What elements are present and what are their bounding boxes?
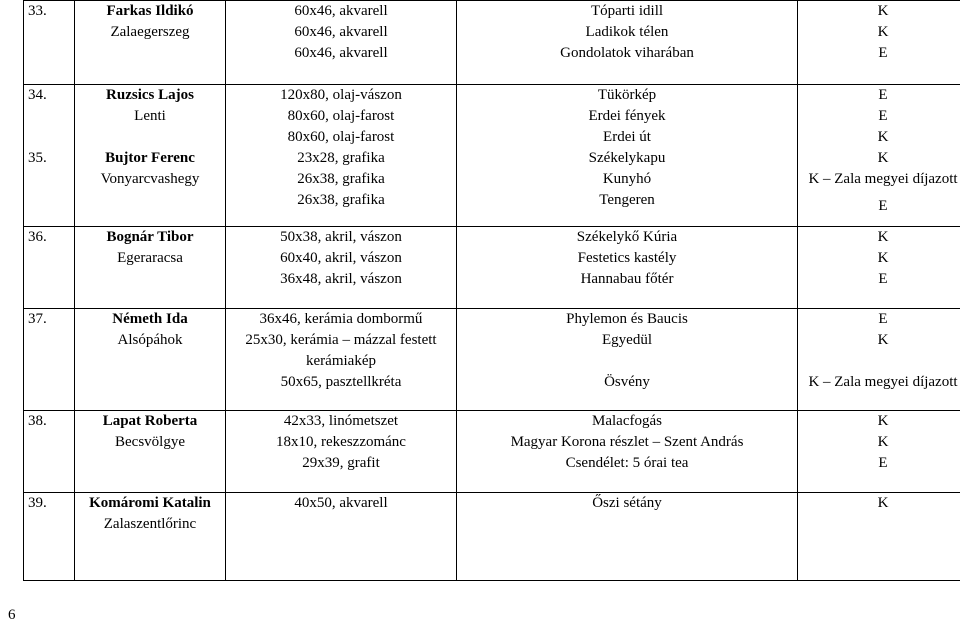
technique-cell — [226, 1, 457, 85]
title-cell — [457, 493, 798, 581]
mark: K — [877, 150, 889, 166]
artist-name: Bognár Tibor — [106, 229, 194, 245]
technique: 29x39, grafit — [302, 455, 380, 471]
artist-town: Lenti — [134, 108, 166, 124]
technique: 80x60, olaj-farost — [287, 108, 395, 124]
entry-number-cell — [24, 1, 75, 85]
mark: E — [878, 45, 888, 61]
artist-name: Lapat Roberta — [102, 413, 198, 429]
artwork-title: Őszi sétány — [592, 495, 662, 511]
artist-town: Alsópáhok — [117, 332, 183, 348]
page-number: 6 — [8, 607, 16, 623]
exhibit-table — [23, 0, 960, 581]
technique: 80x60, olaj-farost — [287, 129, 395, 145]
artwork-title: Tóparti idill — [590, 3, 664, 19]
mark: K — [877, 434, 889, 450]
technique: 42x33, linómetszet — [283, 413, 399, 429]
technique: 18x10, rekeszzománc — [276, 434, 406, 450]
artist-name: Farkas Ildikó — [106, 3, 194, 19]
mark: K — [877, 229, 889, 245]
table-row — [24, 1, 960, 85]
artwork-title: Magyar Korona részlet – Szent András — [510, 434, 744, 450]
entry-number: 33. — [28, 3, 47, 19]
artwork-title: Erdei út — [603, 129, 651, 145]
technique: kerámiakép — [306, 353, 376, 369]
artist-name: Komáromi Katalin — [89, 495, 211, 511]
artist-cell — [75, 85, 226, 227]
artist-cell — [75, 227, 226, 309]
mark: E — [878, 455, 888, 471]
mark: E — [878, 198, 888, 214]
artwork-title: Székelykapu — [588, 150, 666, 166]
technique: 23x28, grafika — [297, 150, 385, 166]
mark: K — [877, 250, 889, 266]
technique-cell — [226, 493, 457, 581]
artwork-title: Ösvény — [604, 374, 650, 390]
mark: K — [877, 495, 889, 511]
mark-cell — [798, 493, 960, 581]
artwork-title: Tükörkép — [597, 87, 657, 103]
technique-cell — [226, 411, 457, 493]
technique: 60x46, akvarell — [294, 24, 388, 40]
table-row — [24, 493, 960, 581]
artwork-title: Egyedül — [602, 332, 652, 348]
artwork-title: Malacfogás — [592, 413, 662, 429]
title-cell — [457, 309, 798, 411]
artist-town: Egeraracsa — [117, 250, 183, 266]
technique: 50x38, akril, vászon — [280, 229, 402, 245]
technique-cell — [226, 227, 457, 309]
artwork-title: Phylemon és Baucis — [566, 311, 688, 327]
artist-town: Vonyarcvashegy — [100, 171, 200, 187]
mark-cell — [798, 309, 960, 411]
artist-town: Becsvölgye — [115, 434, 185, 450]
technique: 60x46, akvarell — [294, 3, 388, 19]
mark: K — [877, 413, 889, 429]
entry-number: 37. — [28, 311, 47, 327]
technique: 40x50, akvarell — [294, 495, 388, 511]
technique-cell — [226, 309, 457, 411]
mark: E — [878, 271, 888, 287]
mark: K — [877, 129, 889, 145]
mark-cell — [798, 411, 960, 493]
technique: 120x80, olaj-vászon — [280, 87, 402, 103]
artist-name: Ruzsics Lajos — [106, 87, 194, 103]
title-cell — [457, 227, 798, 309]
artwork-title: Csendélet: 5 órai tea — [565, 455, 689, 471]
entry-number: 39. — [28, 495, 47, 511]
mark-cell — [798, 1, 960, 85]
artist-town: Zalaszentlőrinc — [103, 516, 197, 532]
table-row — [24, 309, 960, 411]
entry-number: 38. — [28, 413, 47, 429]
table-row — [24, 85, 960, 227]
title-cell — [457, 85, 798, 227]
artwork-title: Hannabau főtér — [580, 271, 674, 287]
artist-cell — [75, 411, 226, 493]
artist-name: Németh Ida — [112, 311, 188, 327]
artist-town: Zalaegerszeg — [110, 24, 190, 40]
entry-number-cell — [24, 493, 75, 581]
artwork-title: Ladikok télen — [585, 24, 669, 40]
mark-award: K – Zala megyei díjazott — [808, 171, 958, 187]
artwork-title: Tengeren — [599, 192, 655, 208]
title-cell — [457, 1, 798, 85]
technique: 60x40, akril, vászon — [280, 250, 402, 266]
table-row — [24, 227, 960, 309]
technique: 36x48, akril, vászon — [280, 271, 402, 287]
artist-cell — [75, 493, 226, 581]
technique: 25x30, kerámia – mázzal festett — [245, 332, 437, 348]
artist-cell — [75, 309, 226, 411]
artwork-title: Gondolatok viharában — [560, 45, 694, 61]
mark: E — [878, 108, 888, 124]
entry-number-cell — [24, 227, 75, 309]
artist-name: Bujtor Ferenc — [105, 150, 195, 166]
mark: K — [877, 24, 889, 40]
artwork-title: Erdei fények — [588, 108, 666, 124]
mark-award: K – Zala megyei díjazott — [808, 374, 958, 390]
artist-cell — [75, 1, 226, 85]
technique-cell — [226, 85, 457, 227]
entry-number: 35. — [28, 150, 47, 166]
mark: E — [878, 87, 888, 103]
mark: K — [877, 332, 889, 348]
title-cell — [457, 411, 798, 493]
technique: 26x38, grafika — [297, 192, 385, 208]
mark: E — [878, 311, 888, 327]
technique: 36x46, kerámia dombormű — [259, 311, 423, 327]
mark-cell — [798, 227, 960, 309]
entry-number: 36. — [28, 229, 47, 245]
artwork-title: Kunyhó — [602, 171, 652, 187]
entry-number: 34. — [28, 87, 47, 103]
technique: 50x65, pasztellkréta — [280, 374, 402, 390]
mark: K — [877, 3, 889, 19]
technique: 26x38, grafika — [297, 171, 385, 187]
technique: 60x46, akvarell — [294, 45, 388, 61]
entry-number-cell — [24, 411, 75, 493]
table-row — [24, 411, 960, 493]
artwork-title: Festetics kastély — [577, 250, 677, 266]
entry-number-cell — [24, 85, 75, 227]
entry-number-cell — [24, 309, 75, 411]
mark-cell — [798, 85, 960, 227]
artwork-title: Székelykő Kúria — [576, 229, 678, 245]
